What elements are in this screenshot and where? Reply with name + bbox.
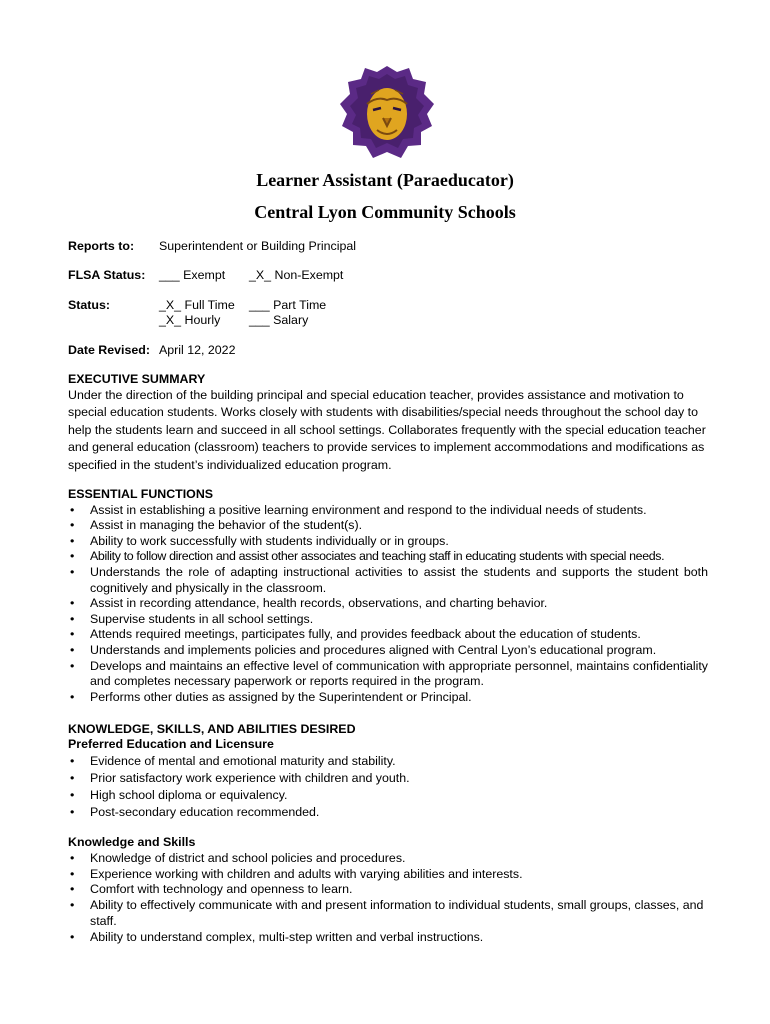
list-item: • Ability to follow direction and assist other associates and teaching staff in educating students with special needs.	[68, 549, 708, 565]
reports-to-value: Superintendent or Building Principal	[159, 239, 356, 253]
list-item: • Ability to work successfully with students individually or in groups.	[68, 534, 708, 550]
flsa-nonexempt-label: Non-Exempt	[274, 268, 344, 282]
ksa-heading: KNOWLEDGE, SKILLS, AND ABILITIES DESIRED	[68, 722, 356, 736]
list-item: • Understands and implements policies and procedures aligned with Central Lyon’s educational program.	[68, 643, 708, 659]
status-parttime-mark: ___	[249, 298, 270, 312]
list-item: • Performs other duties as assigned by the Superintendent or Principal.	[68, 690, 708, 706]
flsa-exempt-label: Exempt	[183, 268, 226, 282]
flsa-row	[68, 268, 145, 283]
status-row	[68, 298, 110, 313]
list-item: • Evidence of mental and emotional maturity and stability.	[68, 753, 708, 770]
status-label: Status:	[68, 298, 110, 312]
list-item: • Experience working with children and adults with varying abilities and interests.	[68, 867, 708, 883]
reports-to-label: Reports to:	[68, 239, 135, 253]
education-heading: Preferred Education and Licensure	[68, 737, 274, 752]
list-item: • Ability to understand complex, multi-step written and verbal instructions.	[68, 930, 708, 946]
page-title: Learner Assistant (Paraeducator)	[256, 170, 514, 190]
status-hourly-label: Hourly	[184, 313, 221, 327]
essential-functions-heading: ESSENTIAL FUNCTIONS	[68, 487, 214, 501]
status-parttime-label: Part Time	[273, 298, 327, 312]
status-fulltime	[159, 298, 235, 313]
status-hourly-mark: _X_	[159, 313, 182, 327]
list-item: • Knowledge of district and school policies and procedures.	[68, 851, 708, 867]
list-item: • Prior satisfactory work experience with children and youth.	[68, 770, 708, 787]
status-salary-mark: ___	[249, 313, 270, 327]
flsa-nonexempt-mark: _X_	[249, 268, 272, 282]
status-parttime	[249, 298, 326, 313]
status-fulltime-label: Full Time	[184, 298, 235, 312]
list-item: • Assist in establishing a positive learning environment and respond to the individual needs of students.	[68, 503, 708, 519]
status-fulltime-mark: _X_	[159, 298, 182, 312]
list-item: • Assist in recording attendance, health records, observations, and charting behavior.	[68, 596, 708, 612]
page-subtitle: Central Lyon Community Schools	[254, 202, 516, 222]
executive-summary-text: Under the direction of the building principal and special education teacher, provides assistance and motivation to special education students. Works closely with students with disabilities/special needs throughout the school day to help the students learn and succeed in all school settings. Collaborates frequently with the special education teacher and general education (classroom) teachers to provide services to implement accommodations and modifications as specified in the student’s individualized education program.	[68, 388, 706, 472]
date-revised-row	[68, 343, 150, 358]
date-revised-label: Date Revised:	[68, 343, 150, 357]
flsa-label: FLSA Status:	[68, 268, 146, 282]
executive-summary-section	[68, 372, 708, 474]
status-salary-label: Salary	[273, 313, 309, 327]
education-list	[68, 753, 708, 821]
skills-list	[68, 851, 708, 946]
list-item: • Comfort with technology and openness to learn.	[68, 882, 708, 898]
essential-functions-list	[68, 503, 708, 706]
list-item: • Supervise students in all school settings.	[68, 612, 708, 628]
skills-heading: Knowledge and Skills	[68, 835, 196, 849]
flsa-nonexempt	[249, 268, 343, 283]
list-item: • Assist in managing the behavior of the student(s).	[68, 518, 708, 534]
reports-to-row	[68, 239, 134, 254]
flsa-exempt-mark: ___	[159, 268, 180, 282]
status-salary	[249, 313, 308, 328]
skills-section	[68, 835, 708, 946]
status-hourly	[159, 313, 220, 328]
executive-summary-heading: EXECUTIVE SUMMARY	[68, 372, 206, 386]
list-item: • Post-secondary education recommended.	[68, 804, 708, 821]
ksa-section	[68, 722, 708, 821]
list-item: • Attends required meetings, participates fully, and provides feedback about the education of students.	[68, 627, 708, 643]
list-item: • High school diploma or equivalency.	[68, 787, 708, 804]
essential-functions-section	[68, 487, 708, 705]
lion-head-logo-icon	[337, 64, 437, 159]
list-item: • Ability to effectively communicate with and present information to individual students, small groups, classes, and staff.	[68, 898, 708, 930]
list-item: • Develops and maintains an effective level of communication with appropriate personnel, maintains confidentiality and completes necessary paperwork or reports required in the program.	[68, 659, 708, 690]
flsa-exempt	[159, 268, 225, 283]
list-item: • Understands the role of adapting instructional activities to assist the students and supports the student both cognitively and physically in the classroom.	[68, 565, 708, 596]
date-revised-value: April 12, 2022	[159, 343, 236, 357]
